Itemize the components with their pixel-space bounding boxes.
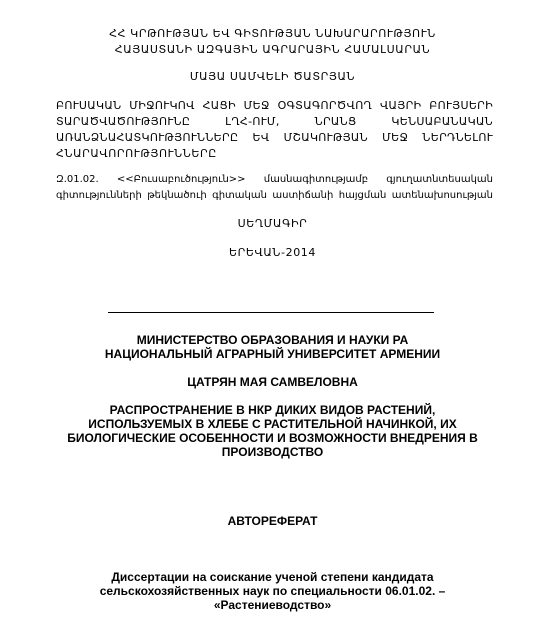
armenian-abstract-label: ՍԵՂՄԱԳԻՐ xyxy=(237,217,308,230)
russian-title-line: ПРОИЗВОДСТВО xyxy=(221,445,324,459)
armenian-city-year: ԵՐԵՎԱՆ-2014 xyxy=(228,246,317,259)
russian-title-line: БИОЛОГИЧЕСКИЕ ОСОБЕННОСТИ И ВОЗМОЖНОСТИ ВНЕДРЕНИЯ В xyxy=(67,431,478,445)
armenian-title-line: ՏԱՐԱԾՎԱԾՈՒԹՅՈՒՆԸ ԼՂՀ-ՈՒՄ, ՆՐԱՆՑ ԿԵՆՍԱԲԱՆԱԿԱՆ xyxy=(56,115,493,128)
armenian-title-line: ԱՌԱՆՁՆԱՀԱՏԿՈՒԹՅՈՒՆՆԵՐԸ ԵՎ ՄՇԱԿՈՒԹՅԱՆ ՄԵՋ ՆԵՐԴՆԵԼՈՒ xyxy=(56,131,493,144)
russian-ministry-heading: МИНИСТЕРСТВО ОБРАЗОВАНИЯ И НАУКИ РА xyxy=(136,333,409,347)
russian-abstract-label: АВТОРЕФЕРАТ xyxy=(227,514,318,528)
armenian-university-heading: ՀԱՅԱՍՏԱՆԻ ԱԶԳԱՅԻՆ ԱԳՐԱՐԱՅԻՆ ՀԱՄԱԼՍԱՐԱՆ xyxy=(114,43,431,56)
russian-dissertation-line: Диссертации на соискание ученой степени кандидата xyxy=(111,570,434,584)
armenian-specialty-line: Զ.01.02. <<Բուսաբուծություն>> մասնագիտությամբ գյուղատնտեսական xyxy=(56,174,493,185)
russian-author-name: ЦАТРЯН МАЯ САМВЕЛОВНА xyxy=(187,375,358,389)
armenian-specialty-line: գիտությունների թեկնածուի գիտական աստիճանի հայցման ատենախոսության xyxy=(56,190,493,201)
armenian-title-line: ԲՈՒՍԱԿԱՆ ՄԻՋՈՒԿՈՎ ՀԱՑԻ ՄԵՋ ՕԳՏԱԳՈՐԾՎՈՂ ՎԱՅՐԻ ԲՈՒՅՍԵՐԻ xyxy=(56,99,493,112)
section-divider xyxy=(108,312,434,313)
armenian-title-line: ՀՆԱՐԱՎՈՐՈՒԹՅՈՒՆՆԵՐԸ xyxy=(56,147,217,160)
russian-title-line: ИСПОЛЬЗУЕМЫХ В ХЛЕБЕ С РАСТИТЕЛЬНОЙ НАЧИНКОЙ, ИХ xyxy=(88,417,457,431)
armenian-ministry-heading: ՀՀ ԿՐԹՈՒԹՅԱՆ ԵՎ ԳԻՏՈՒԹՅԱՆ ՆԱԽԱՐԱՐՈՒԹՅՈՒՆ xyxy=(109,27,436,40)
armenian-author-name: ՄԱՅԱ ՍԱՄՎԵԼԻ ԾԱՏՐՅԱՆ xyxy=(189,70,356,83)
russian-dissertation-line: «Растениеводство» xyxy=(213,598,332,612)
russian-university-heading: НАЦИОНАЛЬНЫЙ АГРАРНЫЙ УНИВЕРСИТЕТ АРМЕНИИ xyxy=(104,347,441,361)
russian-title-line: РАСПРОСТРАНЕНИЕ В НКР ДИКИХ ВИДОВ РАСТЕНИЙ, xyxy=(109,403,436,417)
russian-dissertation-line: сельскохозяйственных наук по специальности 06.01.02. – xyxy=(99,584,446,598)
